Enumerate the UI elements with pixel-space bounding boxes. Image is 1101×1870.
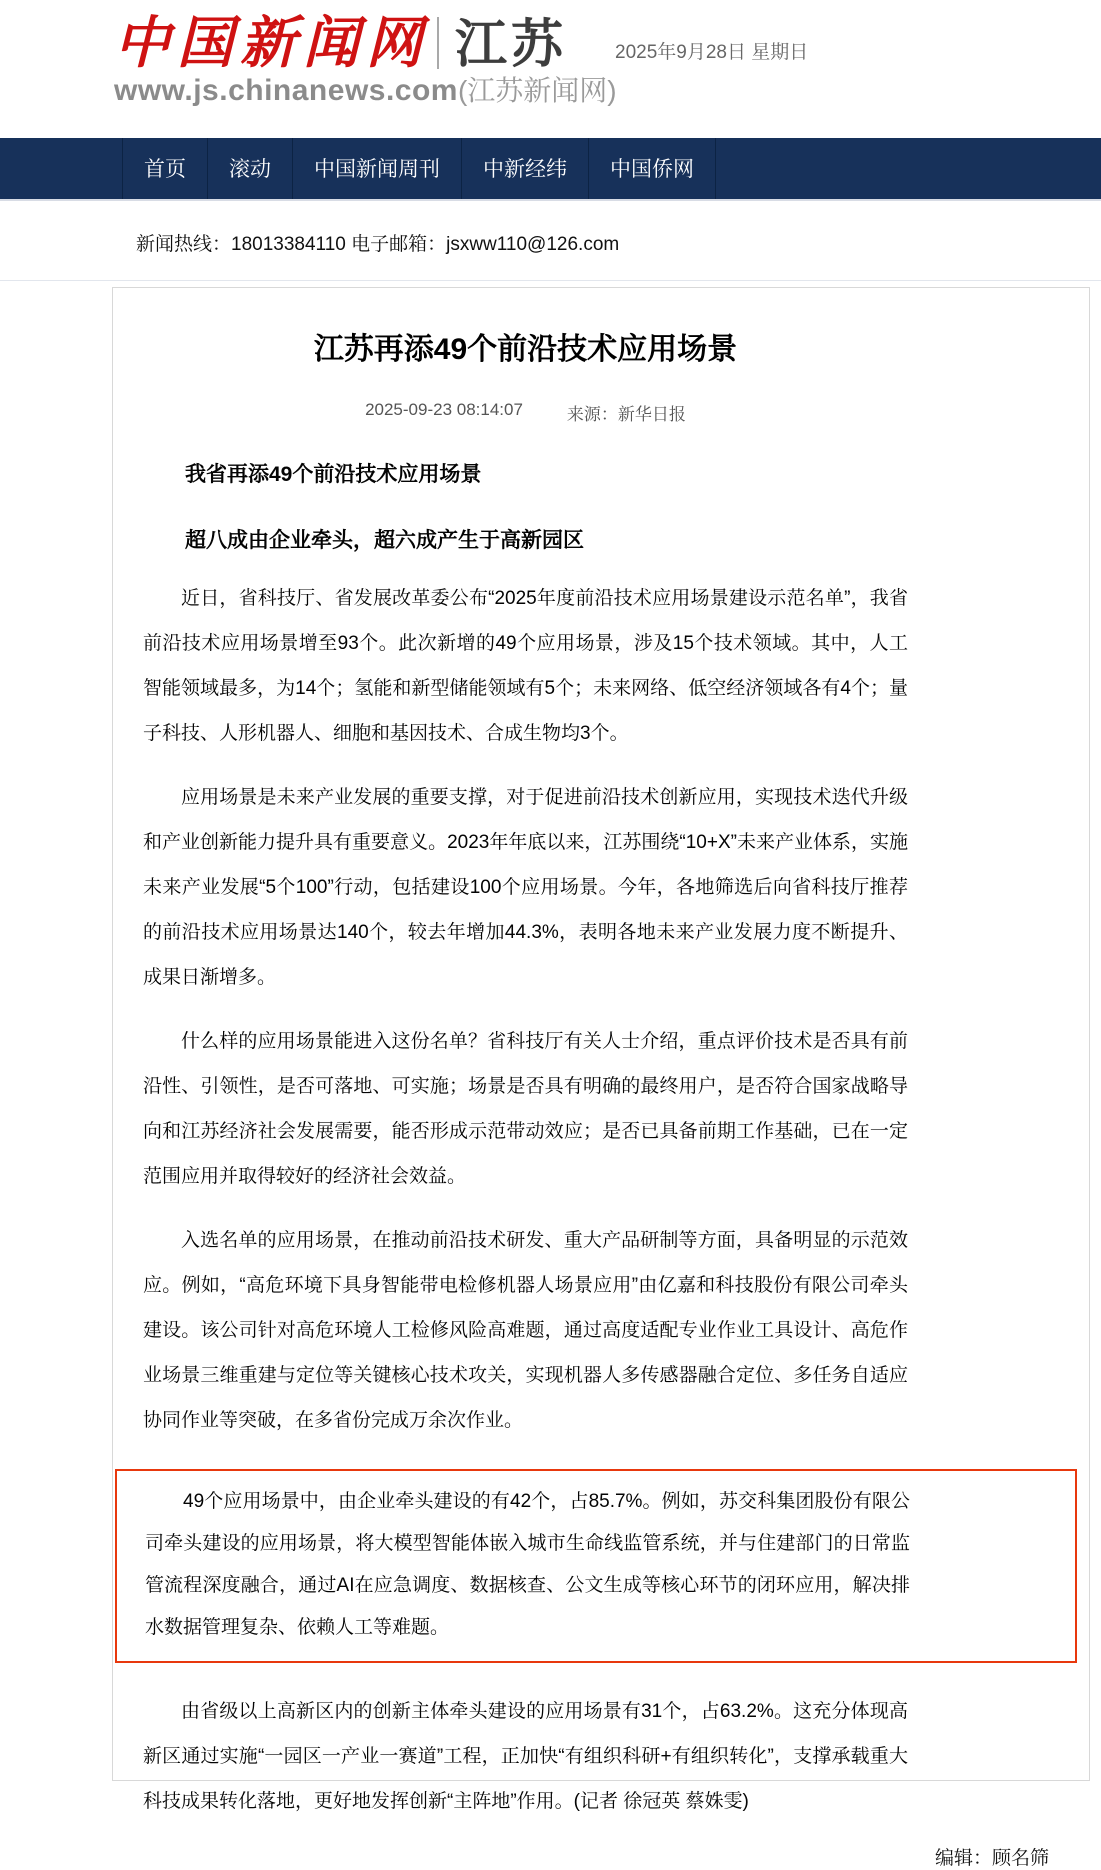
article-body: [143, 459, 908, 1824]
main-nav: [0, 138, 1101, 201]
article-container: [112, 287, 1090, 1869]
editor-row: [143, 1843, 1049, 1870]
site-url-suffix: (江苏新闻网): [457, 74, 617, 106]
paragraph-closing: 由省级以上高新区内的创新主体牵头建设的应用场景有31个，占63.2%。这充分体现高新区通过实施“一园区一产业一赛道”工程，正加快“有组织科研+有组织转化”，支撑承载重大科技成果转化落地，更好地发挥创新“主阵地”作用。(记者 徐冠英 蔡姝雯): [143, 1700, 908, 1812]
logo-divider: [437, 17, 439, 69]
url-row: [114, 73, 1101, 114]
nav-item-chinaqw[interactable]: 中国侨网: [588, 138, 716, 199]
paragraph-highlighted: 49个应用场景中，由企业牵头建设的有42个，占85.7%。例如，苏交科集团股份有限公司牵头建设的应用场景，将大模型智能体嵌入城市生命线监管系统，并与住建部门的日常监管流程深度融合，通过AI在应急调度、数据核查、公文生成等核心环节的闭环应用，解决排水数据管理复杂、依赖人工等难题。: [145, 1490, 910, 1638]
paragraph-2: 应用场景是未来产业发展的重要支撑，对于促进前沿技术创新应用，实现技术迭代升级和产业创新能力提升具有重要意义。2023年年底以来，江苏围绕“10+X”未来产业体系，实施未来产业发展“5个100”行动，包括建设100个应用场景。今年，各地筛选后向省科技厅推荐的前沿技术应用场景达140个，较去年增加44.3%，表明各地未来产业发展力度不断提升、成果日渐增多。: [143, 786, 908, 988]
article-subhead-1: 我省再添49个前沿技术应用场景: [185, 462, 482, 486]
hotline-text: 新闻热线：18013384110 电子邮箱：jsxww110@126.com: [136, 233, 620, 255]
logo-row: [114, 10, 1101, 76]
article-meta: [143, 400, 908, 425]
nav-item-rolling-news[interactable]: 滚动: [207, 138, 292, 199]
paragraph-3: 什么样的应用场景能进入这份名单？省科技厅有关人士介绍，重点评价技术是否具有前沿性、引领性，是否可落地、可实施；场景是否具有明确的最终用户，是否符合国家战略导向和江苏经济社会发展需要，能否形成示范带动效应；是否已具备前期工作基础，已在一定范围应用并取得较好的经济社会效益。: [143, 1030, 908, 1187]
paragraph-4: 入选名单的应用场景，在推动前沿技术研发、重大产品研制等方面，具备明显的示范效应。例如，“高危环境下具身智能带电检修机器人场景应用”由亿嘉和科技股份有限公司牵头建设。该公司针对高危环境人工检修风险高难题，通过高度适配专业作业工具设计、高危作业场景三维重建与定位等关键核心技术攻关，实现机器人多传感器融合定位、多任务自适应协同作业等突破，在多省份完成万余次作业。: [143, 1229, 908, 1431]
article-subhead-2: 超八成由企业牵头，超六成产生于高新园区: [185, 528, 584, 552]
header-date: 2025年9月28日 星期日: [615, 41, 809, 63]
nav-item-home[interactable]: 首页: [122, 138, 207, 199]
highlighted-paragraph-box: [115, 1469, 1077, 1663]
nav-spacer: [0, 138, 122, 199]
site-header: [0, 0, 1101, 114]
nav-item-china-newsweek[interactable]: 中国新闻周刊: [292, 138, 461, 199]
nav-item-jwview[interactable]: 中新经纬: [461, 138, 588, 199]
region-label: 江苏: [455, 16, 568, 75]
article-source: 来源：新华日报: [566, 404, 686, 424]
publish-datetime: 2025-09-23 08:14:07: [365, 399, 523, 419]
site-url[interactable]: www.js.chinanews.com: [114, 73, 458, 107]
hotline-bar: [0, 201, 1101, 281]
editor-credit: 编辑：顾名筛: [934, 1847, 1049, 1869]
paragraph-1: 近日，省科技厅、省发展改革委公布“2025年度前沿技术应用场景建设示范名单”，我省前沿技术应用场景增至93个。此次新增的49个应用场景，涉及15个技术领域。其中，人工智能领域最多，为14个；氢能和新型储能领域有5个；未来网络、低空经济领域各有4个；量子科技、人形机器人、细胞和基因技术、合成生物均3个。: [143, 587, 908, 744]
article-title: 江苏再添49个前沿技术应用场景: [313, 332, 738, 366]
site-logo[interactable]: 中国新闻网: [114, 10, 429, 76]
